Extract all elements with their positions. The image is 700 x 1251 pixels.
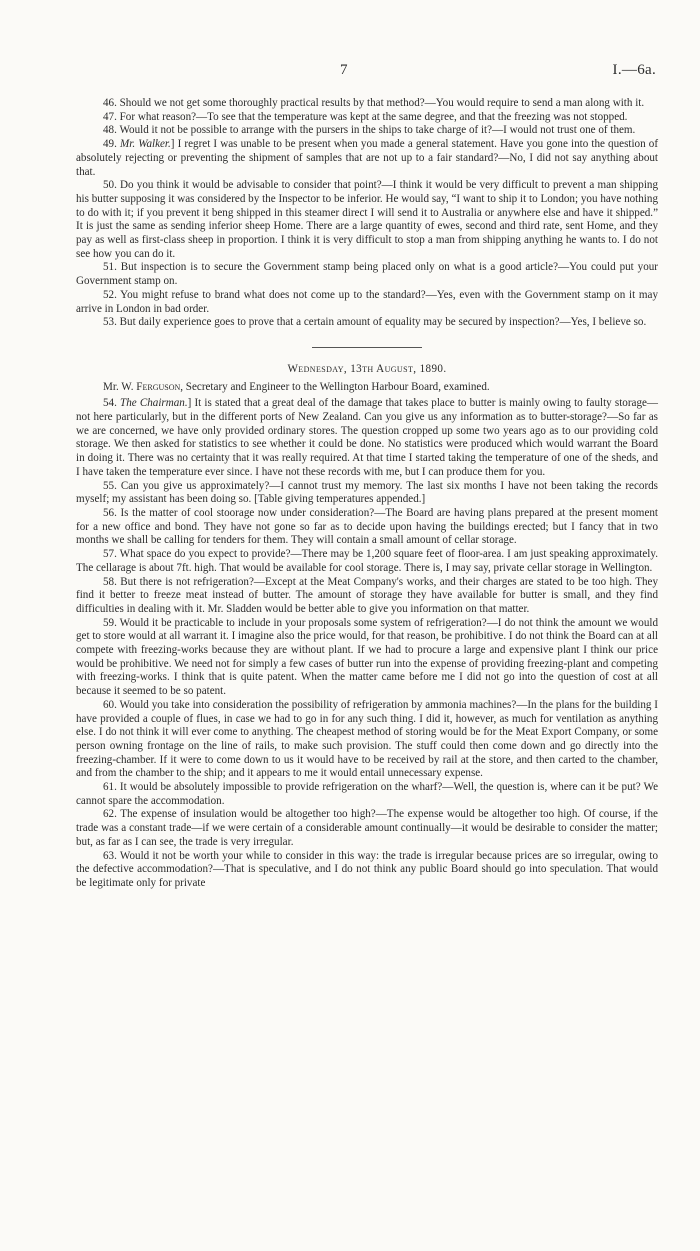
witness-line xyxy=(76,381,658,395)
speaker-name: Mr. Walker. xyxy=(120,138,171,151)
witness-name: Ferguson xyxy=(136,380,181,393)
document-reference: I.—6a. xyxy=(612,62,656,78)
paragraph-51: 51. But inspection is to secure the Government stamp being placed only on what is a good article?—You could put your Government stamp on. xyxy=(76,261,658,288)
paragraph-48: 48. Would it not be possible to arrange with the pursers in the ships to take charge of it?—I would not trust one of them. xyxy=(103,124,636,137)
section-divider xyxy=(312,347,422,348)
paragraph-50: 50. Do you think it would be advisable to consider that point?—I think it would be very difficult to prevent a man shipping his butter supposing it was considered by the Inspector to be inferior. He would say, “I want to ship it to London; you have nothing to do with it; if you prevent it beng shipped in this steamer direct I will send it to Australia or anywhere else and have it shipped.” It is just the same as sending inferior sheep Home. There are a large quantity of ewes, second and third rate, sent Home, and they pay as well as first-class sheep in proportion. I think it is very difficult to stop a man from shipping anything he wants to. I do not see how you can do it. xyxy=(76,179,658,260)
paragraph-body: ] I regret I was unable to be present when you made a general statement. Have you gone into the question of absolutely rejecting or preventing the shipment of samples that are not up to a fair standard?—No, I did not say anything about that. xyxy=(76,138,659,178)
paragraph-61: 61. It would be absolutely impossible to provide refrigeration on the wharf?—Well, the question is, where can it be put? We cannot spare the accommodation. xyxy=(76,781,658,807)
paragraph-54 xyxy=(76,397,658,479)
paragraph-56: 56. Is the matter of cool stoorage now under consideration?—The Board are having plans prepared at the present moment for a new office and bond. They have not gone so far as to decide upon having the buildings erected; but I fancy that in two months we shall be calling for tenders for them. They will contain a small amount of cellar storage. xyxy=(76,506,658,547)
paragraph-52: 52. You might refuse to brand what does not come up to the standard?—Yes, even with the Government stamp on it may arrive in London in bad order. xyxy=(76,288,658,315)
paragraph-46: 46. Should we not get some thoroughly practical results by that method?—You would require to send a man along with it. xyxy=(103,97,645,109)
paragraph-lead: 54. xyxy=(103,397,121,410)
paragraph-49 xyxy=(76,138,658,179)
paragraph-53: 53. But daily experience goes to prove that a certain amount of equality may be secured by inspection?—Yes, I believe so. xyxy=(103,316,647,329)
page-header xyxy=(76,62,656,78)
paragraph-60: 60. Would you take into consideration the possibility of refrigeration by ammonia machines?—In the plans for the building I have provided a couple of flues, in case we had to go in for any such thing. I did it, however, as much for ventilation as anything else. I do not think it will ever come to anything. The cheapest method of storing would be for the Meat Export Company, or some person owning frontage on the line of rails, to make such provision. The stuff could then come down and go directly into the freezing-chamber. If it were to come down to us it would have to be received by rail at the store, and then carted to the chamber, and from the chamber to the ship; and it appears to me it would entail unnecessary expense. xyxy=(76,698,658,780)
paragraph-62: 62. The expense of insulation would be altogether too high?—The expense would be altogether too high. Of course, if the trade was a constant trade—if we were certain of a considerable amount continually—it would be desirable to consider the matter; but, as far as I can see, the trade is very irregular. xyxy=(76,808,658,848)
date-day: Wednesday xyxy=(287,362,344,375)
body-text xyxy=(76,97,658,891)
page-number: 7 xyxy=(340,62,348,78)
paragraph-59: 59. Would it be practicable to include in your proposals some system of refrigeration?—I do not think the amount we would get to store would at all warrant it. I imagine also the price would, for that reason, be prohibitive. I do not think the Board can at all compete with freezing-works because they are without plant. If we had to procure a large and expensive plant I think our price would be prohibitive. We need not for simply a few cases of butter run into the expense of providing freezing-plant and competing with freezing-works. I think that is quite patent. When the matter came before me I did not go into the question of cost at all because it seemed to be so patent. xyxy=(76,616,658,698)
paragraph-57: 57. What space do you expect to provide?—There may be 1,200 square feet of floor-area. I am just speaking approximately. The cellarage is about 7ft. high. That would be available for cool storage. There is, I may say, private cellar storage in Wellington. xyxy=(76,548,658,574)
witness-prefix: Mr. W. xyxy=(103,380,137,393)
witness-rest: , Secretary and Engineer to the Wellington Harbour Board, examined. xyxy=(180,380,490,393)
paragraph-body: ] It is stated that a great deal of the damage that takes place to butter is mainly owing to faulty storage—not here particularly, but in the different ports of New Zealand. Can you give us any information as to butter-storage?—So far as we are concerned, we have only provided ordinary stores. The question cropped up some two years ago as to our providing cold storage. We then asked for statistics to see whether it could be done. No statistics were produced which would warrant the Board in doing it. There was no certainty that it was really required. At that time I started taking the temperature of one of the sheds, and I have taken the temperature ever since. I have not these records with me, but I can produce them for you. xyxy=(76,397,659,478)
date-rest: , 13th August, 1890. xyxy=(343,362,447,375)
speaker-name: The Chairman. xyxy=(120,397,188,410)
paragraph-55: 55. Can you give us approximately?—I cannot trust my memory. The last six months I have not been taking the records myself; my assistant has been doing so. [Table giving temperatures appended.] xyxy=(76,479,658,506)
paragraph-lead: 49. xyxy=(103,138,120,151)
date-heading xyxy=(76,363,658,377)
paragraph-63: 63. Would it not be worth your while to consider in this way: the trade is irregular because prices are so irregular, owing to the defective accommodation?—That is speculative, and I do not think any public Board should go into speculation. That would be legitimate only for private xyxy=(76,849,658,889)
paragraph-58: 58. But there is not refrigeration?—Except at the Meat Company's works, and their charges are stated to be too high. They find it better to freeze meat instead of butter. The amount of storage they have available for butter is small, and they find difficulties in dealing with it. Mr. Sladden would be better able to give you information on that matter. xyxy=(76,575,658,615)
paragraph-47: 47. For what reason?—To see that the temperature was kept at the same degree, and that the freezing was not stopped. xyxy=(103,110,628,123)
